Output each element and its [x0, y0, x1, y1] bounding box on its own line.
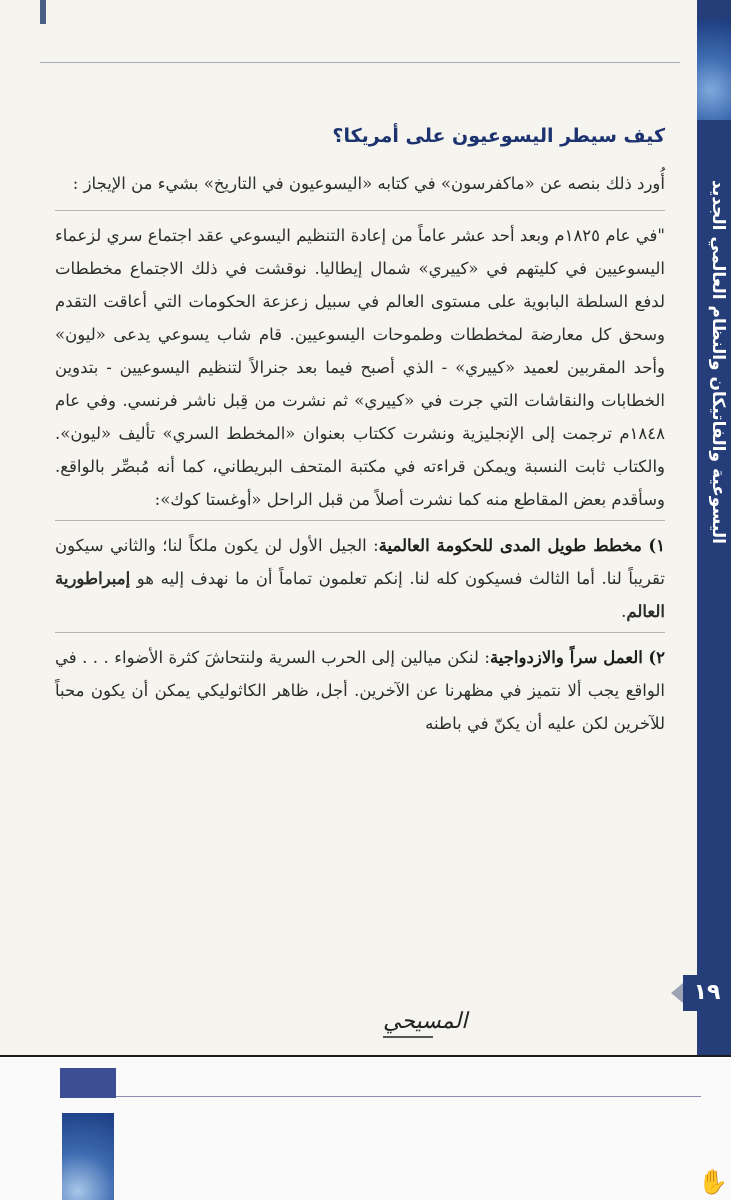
running-title: اليسوعية والفاتيكان والنظام العالمي الجديد	[708, 180, 728, 544]
item-number: ٢)	[648, 648, 666, 667]
numbered-item-1	[55, 529, 665, 628]
header-block	[60, 1068, 116, 1098]
item-text: : لنكن ميالين إلى الحرب السرية ولنتحاشَ كثرة الأضواء . . . في الواقع يجب ألا نتميز في مظهرنا عن الآخرين. أجل، ظاهر الكاثوليكي يمكن أن يكون محباً للآخرين لكن عليه أن يكنّ في باطنه	[55, 648, 665, 733]
top-rule	[40, 62, 680, 63]
numbered-item-2	[55, 641, 665, 740]
quote-paragraph: "في عام ١٨٢٥م وبعد أحد عشر عاماً من إعادة التنظيم اليسوعي عقد اجتماع سري لزعماء اليسوعيين في كليتهم في «كييري» شمال إيطاليا. نوقشت في ذلك الاجتماع مخططات لدفع السلطة البابوية على مستوى العالم في سبيل زعزعة الحكومات التي أعاقت التقدم وسحق كل معارضة لمخططات وطموحات اليسوعيين. قام شاب يسوعي يدعى «ليون» وأحد المقربين لعميد «كييري» - الذي أصبح فيما بعد جنرالاً لتنظيم اليسوعيين - بتدوين الخطابات والنقاشات التي جرت في «كييري» ثم نشرت من قِبل ناشر فرنسي. وفي عام ١٨٤٨م ترجمت إلى الإنجليزية ونشرت ككتاب بعنوان «المخطط السري» تأليف «ليون». والكتاب ثابت النسبة ويمكن قراءته في مكتبة المتحف البريطاني، كما أنه مُبصِّر بالواقع. وسأقدم بعض المقاطع منه كما نشرت أصلاً من قبل الراحل «أوغستا كوك»:	[55, 226, 665, 509]
logo-underline	[383, 1036, 433, 1038]
item-text-end: .	[621, 602, 627, 621]
section-heading: كيف سيطر اليسوعيون على أمريكا؟	[332, 125, 665, 147]
item-text: : الجيل الأول لن يكون ملكاً لنا؛ والثاني سيكون تقريباً لنا. أما الثالث فسيكون كله لنا. إنكم تعلمون تماماً أن ما نهدف إليه هو	[55, 536, 665, 588]
item-title: مخطط طويل المدى للحكومة العالمية	[378, 536, 642, 555]
item-title: العمل سراً والازدواجية	[489, 648, 643, 667]
next-book-page	[0, 1058, 731, 1200]
paragraph-divider	[55, 520, 665, 521]
item-number: ١)	[648, 536, 666, 555]
intro-paragraph: أُورد ذلك بنصه عن «ماكفرسون» في كتابه «اليسوعيون في التاريخ» بشيء من الإيجاز :	[72, 174, 665, 193]
page-number: ١٩	[683, 975, 731, 1011]
hand-cursor-icon[interactable]: ✋	[698, 1168, 728, 1196]
publisher-logo	[383, 1008, 468, 1048]
header-rule	[116, 1096, 701, 1097]
item-emphasis: إمبراطورية العالم	[55, 569, 665, 621]
eu-flag-icon	[62, 1113, 114, 1200]
page-tab-arrow-icon	[671, 983, 683, 1003]
page-separator	[0, 1055, 731, 1057]
paragraph-divider	[55, 210, 665, 211]
top-decoration	[40, 0, 46, 24]
eu-flag-icon	[697, 20, 731, 120]
paragraph-divider	[55, 632, 665, 633]
article-body	[55, 125, 665, 744]
logo-text: المسيحي	[383, 1009, 468, 1034]
